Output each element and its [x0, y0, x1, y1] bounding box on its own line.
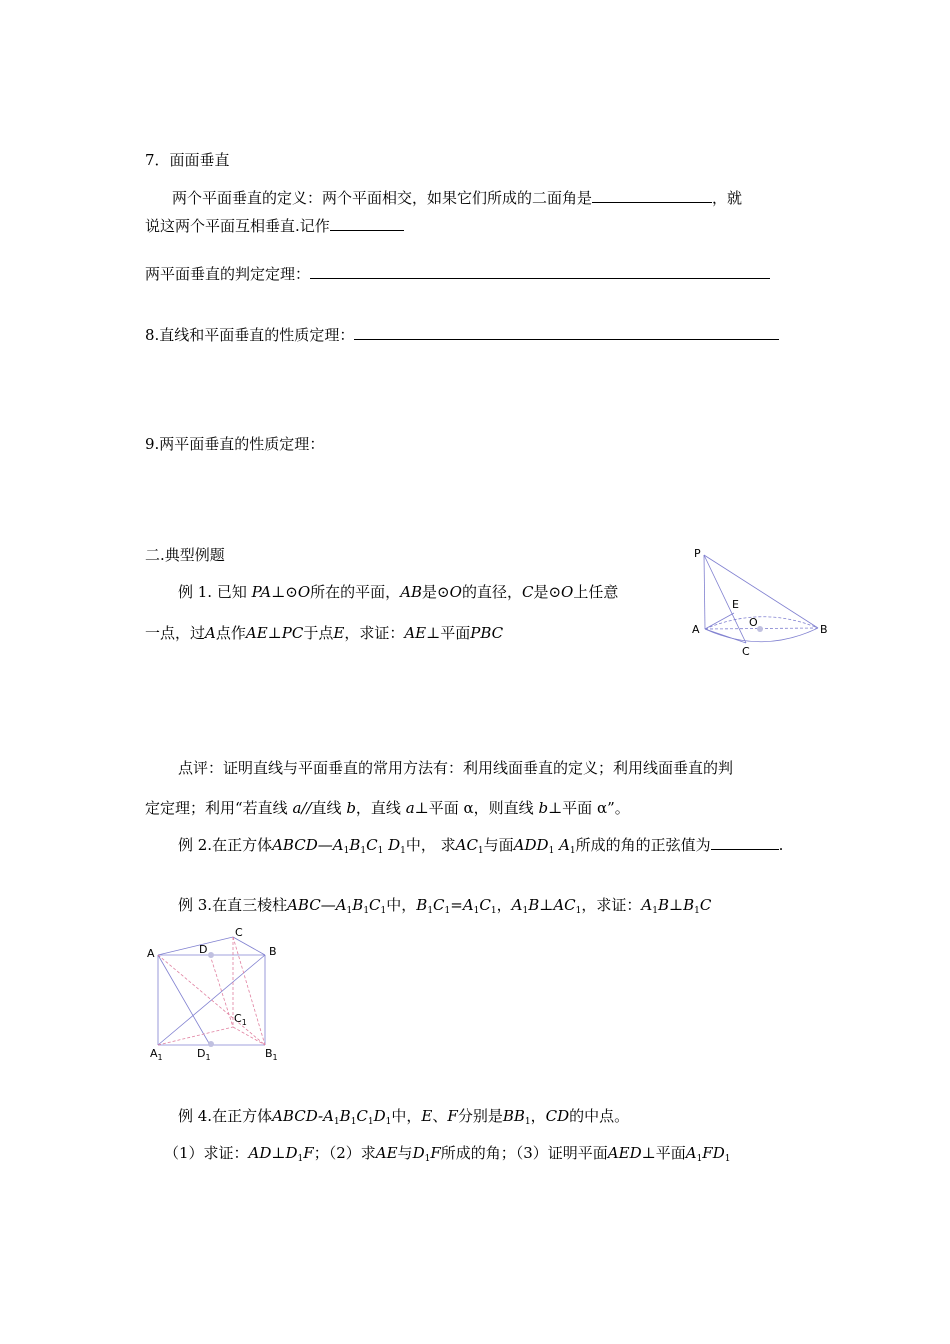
section-7-title: 7．面面垂直 — [145, 151, 230, 169]
example-3: 例 3.在直三棱柱$ABC—A_1B_1C_1$中，$B_1C_1=A_1C_1$，$A_1B\perp AC_1$，求证：$A_1B\perp B_1C$ — [178, 896, 712, 916]
fig1-label-e: E — [732, 598, 739, 611]
fig3-label-d: D — [199, 943, 208, 956]
fig1-edge-pa — [704, 555, 705, 629]
fig3-label-b: B — [269, 945, 277, 958]
fig3-diag-cb1 — [233, 937, 265, 1045]
fig3-label-c: C — [235, 926, 243, 939]
fig1-label-b: B — [820, 623, 828, 636]
comment-line-1: 点评：证明直线与平面垂直的常用方法有：利用线面垂直的定义；利用线面垂直的判 — [178, 759, 734, 777]
fig3-label-c1: $C_1$ — [234, 1012, 247, 1027]
fig1-label-c: C — [742, 645, 750, 658]
fig1-center-dot — [757, 626, 763, 632]
example-4-questions: （1）求证：$AD\perp D_1F$；（2）求AE与$D_1F$所成的角；（3）证明平面AED⊥平面$A_1FD_1$ — [164, 1144, 731, 1164]
example-3-figure — [145, 925, 290, 1065]
fig3-label-a: A — [147, 947, 155, 960]
fig1-label-a: A — [692, 623, 700, 636]
blank-sine-value[interactable] — [711, 835, 779, 850]
blank-dihedral-angle[interactable] — [592, 188, 712, 203]
fig3-label-d1: $D_1$ — [197, 1047, 211, 1062]
example-1-line-2: 一点，过A点作AE⊥PC于点E，求证：AE⊥平面PBC — [145, 624, 504, 642]
fig3-diag-dc1 — [210, 955, 233, 1027]
fig3-point-d1 — [208, 1041, 214, 1047]
section-8: 8.直线和平面垂直的性质定理： — [145, 325, 779, 345]
blank-line-plane-property[interactable] — [354, 325, 779, 340]
fig1-edge-ac — [705, 629, 746, 643]
section-7-definition: 两个平面垂直的定义：两个平面相交，如果它们所成的二面角是 ，就 — [172, 189, 743, 207]
example-1-line-1: 例 1. 已知 PA⊥⊙O所在的平面，AB是⊙O的直径，C是⊙O上任意 — [178, 583, 619, 601]
fig3-label-a1: $A_1$ — [150, 1047, 163, 1062]
comment-line-2: 定定理；利用“若直线 a//直线 b，直线 a⊥平面 α，则直线 b⊥平面 α”。 — [145, 799, 630, 817]
fig1-label-p: P — [694, 547, 701, 560]
fig3-diag-ad1 — [158, 955, 210, 1045]
fig3-label-b1: $B_1$ — [265, 1047, 278, 1062]
section-9: 9.两平面垂直的性质定理： — [145, 435, 325, 453]
section-7-judgement: 两平面垂直的判定定理： — [145, 264, 770, 284]
example-1-figure — [688, 545, 838, 660]
blank-judgement-theorem[interactable] — [310, 264, 770, 279]
blank-notation[interactable] — [330, 216, 404, 231]
section-7-notation: 说这两个平面互相垂直.记作 — [145, 216, 404, 236]
fig3-point-d — [208, 952, 214, 958]
section-2-title: 二.典型例题 — [145, 546, 225, 564]
example-2: 例 2.在正方体$ABCD—A_1B_1C_1$ $D_1$中， 求$AC_1$与面$ADD_1$ $A_1$所成的角的正弦值为 . — [178, 836, 784, 856]
fig3-edge-ac — [158, 937, 233, 955]
example-4: 例 4.在正方体ABCD-$A_1B_1C_1D_1$中，E、F分别是$BB_1$，CD的中点。 — [178, 1107, 630, 1127]
fig1-label-o: O — [749, 616, 758, 629]
